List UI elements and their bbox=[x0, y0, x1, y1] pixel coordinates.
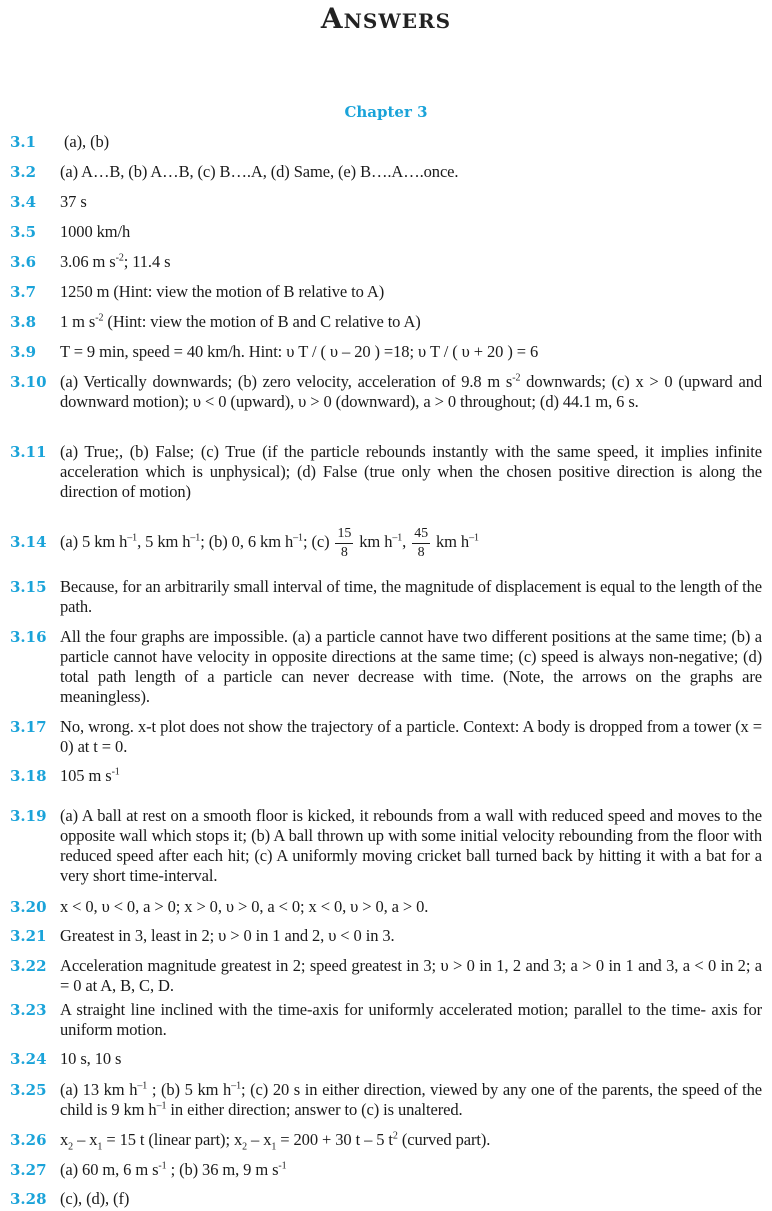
answer-text: 1250 m (Hint: view the motion of B relative to A) bbox=[60, 282, 385, 301]
answer-text: $x_2 - x_1 = 15$ t (linear part); $x_2 - x_1 = 200 + 30$ t – 5 $t^2$ (curved part). bbox=[60, 1130, 491, 1153]
answer-text: A straight line inclined with the time-axis for uniformly accelerated motion; parallel to the time- axis for uniform motion. bbox=[60, 1000, 762, 1039]
answer-text: x < 0, υ < 0, a > 0; x > 0, υ > 0, a < 0; x < 0, υ > 0, a > 0. bbox=[60, 897, 429, 916]
answer-text: 3.06 m $s^{-2}$; 11.4 s bbox=[60, 252, 171, 271]
answer-text: (a) 60 m, 6 m $s^{-1}$ ; (b) 36 m, 9 m $s^{-1}$ bbox=[60, 1160, 287, 1179]
answer-number: 3.21 bbox=[10, 927, 47, 945]
answer-number: 3.24 bbox=[10, 1050, 47, 1068]
answer-text: Acceleration magnitude greatest in 2; speed greatest in 3; υ > 0 in 1, 2 and 3; a > 0 in 1 and 3, a < 0 in 2; a = 0 at A, B, C, D. bbox=[60, 956, 762, 995]
answer-text: Greatest in 3, least in 2; υ > 0 in 1 and 2, υ < 0 in 3. bbox=[60, 926, 395, 945]
answer-number: 3.25 bbox=[10, 1081, 47, 1099]
answer-text: 10 s, 10 s bbox=[60, 1049, 122, 1068]
answer-number: 3.15 bbox=[10, 578, 47, 596]
answer-number: 3.11 bbox=[10, 443, 47, 461]
answer-text: T = 9 min, speed = 40 km/h. Hint: υ T / ( υ – 20 ) =18; υ T / ( υ + 20 ) = 6 bbox=[60, 342, 539, 361]
answer-number: 3.9 bbox=[10, 343, 37, 361]
answer-text: 1 m $s^{-2}$ (Hint: view the motion of B and C relative to A) bbox=[60, 312, 421, 331]
answer-number: 3.19 bbox=[10, 807, 47, 825]
answer-number: 3.17 bbox=[10, 718, 47, 736]
answer-text: (a) 5 km $h^{-1}$, 5 km $h^{-1}$; (b) 0, 6 km $h^{-1}$; (c) $\frac{15}{8}$ km $h^{-1}$, $\frac{45}{8}$ km $h^{-1}$ bbox=[60, 525, 479, 560]
answer-number: 3.1 bbox=[10, 133, 37, 151]
answer-number: 3.5 bbox=[10, 223, 37, 241]
answer-number: 3.20 bbox=[10, 898, 47, 916]
answer-text: All the four graphs are impossible. (a) a particle cannot have two different positions at the same time; (b) a particle cannot have velocity in opposite directions at the same time; (c) speed is always non-negative; (d) total path length of a particle can never decrease with time. (Note, the arrows on the graphs are meaningless). bbox=[60, 627, 762, 706]
answer-number: 3.23 bbox=[10, 1001, 47, 1019]
fraction-15-8: $\frac{15}{8}$ bbox=[337, 525, 352, 560]
answer-text: (a), (b) bbox=[64, 132, 110, 151]
answer-number: 3.28 bbox=[10, 1190, 47, 1208]
answer-text: (c), (d), (f) bbox=[60, 1189, 130, 1208]
answer-text: 37 s bbox=[60, 192, 87, 211]
answer-text: 105 m $s^{-1}$ bbox=[60, 766, 120, 785]
answer-number: 3.16 bbox=[10, 628, 47, 646]
answer-number: 3.27 bbox=[10, 1161, 47, 1179]
answer-number: 3.14 bbox=[10, 533, 47, 551]
answer-number: 3.4 bbox=[10, 193, 37, 211]
answer-text: 1000 km/h bbox=[60, 222, 131, 241]
answer-text: (a) A…B, (b) A…B, (c) B….A, (d) Same, (e) B….A….once. bbox=[60, 162, 459, 181]
answer-number: 3.6 bbox=[10, 253, 37, 271]
page-title: Answers bbox=[320, 2, 452, 35]
chapter-heading: Chapter 3 bbox=[344, 103, 428, 121]
fraction-45-8: $\frac{45}{8}$ bbox=[414, 525, 428, 560]
answer-number: 3.7 bbox=[10, 283, 37, 301]
answer-number: 3.2 bbox=[10, 163, 37, 181]
answer-number: 3.10 bbox=[10, 373, 47, 391]
answer-number: 3.22 bbox=[10, 957, 47, 975]
answer-text: (a) 13 km $h^{-1}$ ; (b) 5 km $h^{-1}$; (c) 20 s in either direction, viewed by any one of the parents, the speed of the child is 9 km $h^{-1}$ in either direction; answer to (c) is unaltered. bbox=[60, 1080, 762, 1119]
answer-text: (a) True;, (b) False; (c) True (if the particle rebounds instantly with the same speed, it implies infinite acceleration which is unphysical); (d) False (true only when the chosen positive direction is along the direction of motion) bbox=[60, 442, 762, 501]
answer-number: 3.26 bbox=[10, 1131, 47, 1149]
answer-text: (a) A ball at rest on a smooth floor is kicked, it rebounds from a wall with reduced speed and moves to the opposite wall which stops it; (b) A ball thrown up with some initial velocity rebounding from the floor with reduced speed after each hit; (c) A uniformly moving cricket ball turned back by hitting it with a bat for a very short time-interval. bbox=[60, 806, 762, 885]
answer-text: (a) Vertically downwards; (b) zero velocity, acceleration of 9.8 m $s^{-2}$ downwards; (c) x > 0 (upward and downward motion); υ < 0 (upward), υ > 0 (downward), a > 0 throughout; (d) 44.1 m, 6 s. bbox=[60, 372, 762, 411]
answer-number: 3.8 bbox=[10, 313, 37, 331]
answer-text: No, wrong. x-t plot does not show the trajectory of a particle. Context: A body is dropped from a tower (x = 0) at t = 0. bbox=[60, 717, 762, 756]
answer-text: Because, for an arbitrarily small interval of time, the magnitude of displacement is equal to the length of the path. bbox=[60, 577, 762, 616]
answer-number: 3.18 bbox=[10, 767, 47, 785]
